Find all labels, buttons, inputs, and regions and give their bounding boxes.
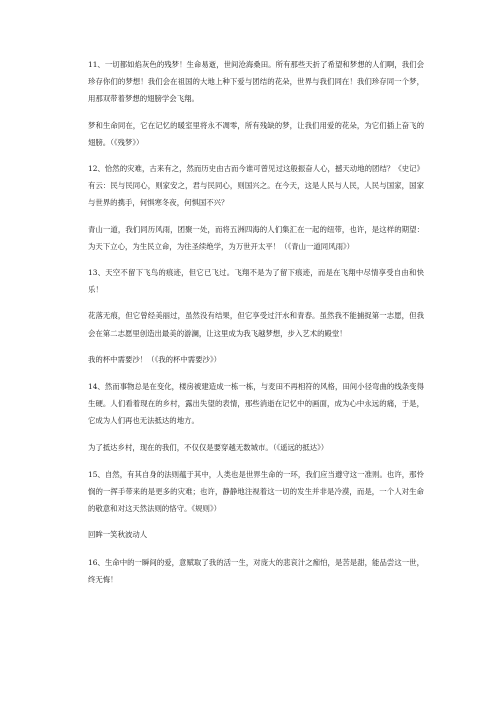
paragraph-14: 14、然而事物总是在变化，楼房被建造成一栋一栋，与麦田不再相符的风格，田间小径弯曲的线条变得生硬。人们看着现在的乡村，露出失望的表情，那些消逝在记忆中的画面，成为心中永远的痛，于是，它成为人们再也无法抵达的地方。 (88, 382, 424, 426)
paragraph-13: 13、天空不留下飞鸟的痕迹，但它已飞过。飞翔不是为了留下痕迹，而是在飞翔中尽情享受自由和快乐！ (88, 268, 424, 295)
paragraph-15: 15、自然，有其自身的法则蕴于其中，人类也是世界生命的一环，我们应当遵守这一准则。也许，那怜悯的一挥手带来的是更多的灾难；也许，静静地注视着这一切的发生并非是冷漠，而是，一个人对生命的敬意和对这天然法则的恪守。《规则》） (88, 469, 424, 514)
paragraph-13-body: 花落无痕，但它曾经美丽过，虽然没有结果，但它享受过汗水和青春。虽然我不能捕捉第一志愿，但我会在第二志愿里创造出最美的游澜，让这里成为我飞越梦想，步入艺术的殿堂！ (88, 311, 424, 338)
paragraph-13-closing: 我的杯中需要沙！（《我的杯中需要沙》） (88, 354, 222, 364)
paragraph-15-title: 回眸一笑秋波动人 (88, 530, 148, 540)
paragraph-11: 11、一切都如焰灰色的残梦！生命易逝，世间沧海桑田。所有那些天折了希望和梦想的人们啊，我们会珍存你们的梦想！我们会在祖国的大地上种下爱与团结的花朵，世界与我们同在！我们珍存同一个梦，用那双带着梦想的翅膀学会飞翔。 (88, 60, 424, 104)
paragraph-11-closing: 梦和生命同在，它在记忆的暖室里将永不凋零，所有残缺的梦，让我们用爱的花朵，为它们插上奋飞的翅膀。（《残梦》） (88, 120, 424, 147)
paragraph-12: 12、恰然的灾难，古来有之，然而历史由古而今谁可曾见过这般振奋人心，撼天动地的团结？《史记》有云：民与民同心，则家安之，君与民同心，则国兴之。在今天，这是人民与人民，人民与国家，国家与世界的携手，何惧寒冬夜，何惧国不兴？ (88, 164, 424, 208)
document-page (88, 56, 424, 597)
paragraph-14-closing: 为了抵达乡村，现在的我们，不仅仅是要穿越无数城市。（《遥远的抵达》） (88, 442, 329, 452)
paragraph-12-closing: 青山一道，我们同历风雨，团聚一处，而将五洲四海的人们集汇在一起的纽带，也许，是这样的期望：为天下立心，为生民立命，为往圣续绝学，为万世开太平！（《青山一道同风雨》） (88, 224, 424, 251)
paragraph-16: 16、生命中的一瞬间的爱，意赋取了我的活一生，对庞大的悲哀汁之痂怕，是苦是甜，能品尝这一世，终无悔！ (88, 557, 424, 584)
